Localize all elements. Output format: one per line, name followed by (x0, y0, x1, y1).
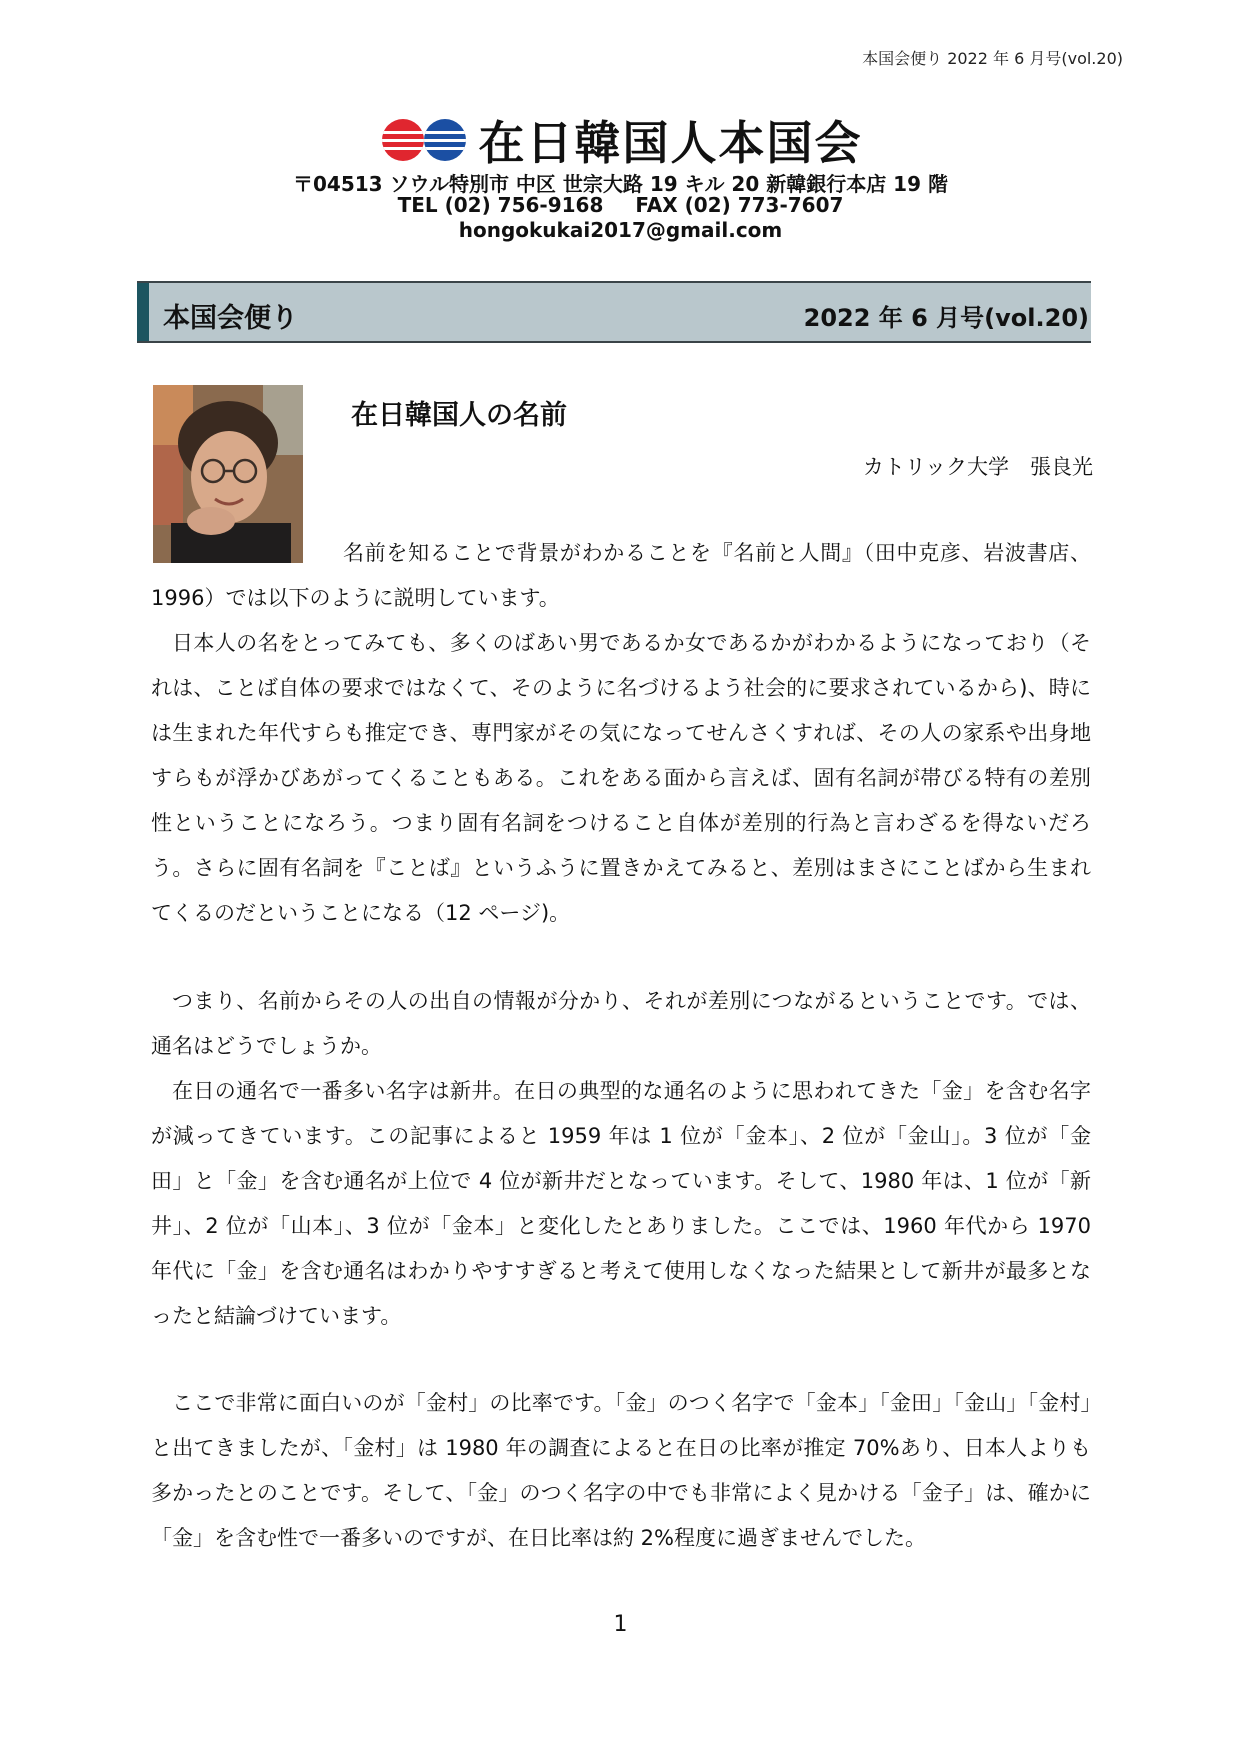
banner-issue: 2022 年 6 月号(vol.20) (803, 304, 1089, 332)
article-paragraph: ここで非常に面白いのが「金村」の比率です。「金」のつく名字で「金本」「金田」「金山」「金村」と出てきましたが、「金村」は 1980 年の調査によると在日の比率が推定 70%あり、日本人よりも多かったとのことです。そして、「金」のつく名字の中でも非常によく見かける「金子」は、確かに「金」を含む性で一番多いのですが、在日比率は約 2%程度に過ぎませんでした。 (151, 1391, 1091, 1550)
newsletter-banner (137, 281, 1091, 343)
article-title: 在日韓国人の名前 (351, 400, 567, 431)
contact-fax: FAX (02) 773-7607 (635, 193, 844, 217)
running-head: 本国会便り 2022 年 6 月号(vol.20) (862, 49, 1123, 68)
quoted-passage: 日本人の名をとってみても、多くのばあい男であるか女であるかがわかるようになっており（それは、ことば自体の要求ではなくて、そのように名づけるよう社会的に要求されているから)、時には生まれた年代すらも推定でき、専門家がその気になってせんさくすれば、その人の家系や出身地すらもが浮かびあがってくることもある。これをある面から言えば、固有名詞が帯びる特有の差別性ということになろう。つまり固有名詞をつけること自体が差別的行為と言わざるを得ないだろう。さらに固有名詞を『ことば』というふうに置きかえてみると、差別はまさにことばから生まれてくるのだということになる（12 ページ)。 (151, 631, 1091, 925)
article-paragraph: 名前を知ることで背景がわかることを『名前と人間』（田中克彦、岩波書店、1996）では以下のように説明しています。 (151, 541, 1091, 610)
article-paragraph: 在日の通名で一番多い名字は新井。在日の典型的な通名のように思われてきた「金」を含む名字が減ってきています。この記事によると 1959 年は 1 位が「金本」、2 位が「金山」。3 位が「金田」と「金」を含む通名が上位で 4 位が新井だとなっています。そして、1980 年は、1 位が「新井」、2 位が「山本」、3 位が「金本」と変化したとありました。ここでは、1960 年代から 1970 年代に「金」を含む通名はわかりやすすぎると考えて使用しなくなった結果として新井が最多となったと結論づけています。 (151, 1079, 1091, 1328)
contact-phone-fax (0, 193, 1241, 217)
contact-tel: TEL (02) 756-9168 (397, 193, 604, 217)
author-byline: カトリック大学 張良光 (862, 455, 1093, 479)
article-paragraph: つまり、名前からその人の出自の情報が分かり、それが差別につながるということです。では、通名はどうでしょうか。 (151, 989, 1091, 1058)
page-number: 1 (613, 1612, 628, 1637)
org-name: 在日韓国人本国会 (478, 116, 863, 170)
banner-accent-bar (137, 283, 149, 341)
contact-address: 〒04513 ソウル特別市 中区 世宗大路 19 キル 20 新韓銀行本店 19 階 (293, 172, 948, 196)
contact-email: hongokukai2017@gmail.com (458, 218, 783, 242)
org-logo (379, 118, 471, 162)
banner-title: 本国会便り (163, 303, 298, 334)
